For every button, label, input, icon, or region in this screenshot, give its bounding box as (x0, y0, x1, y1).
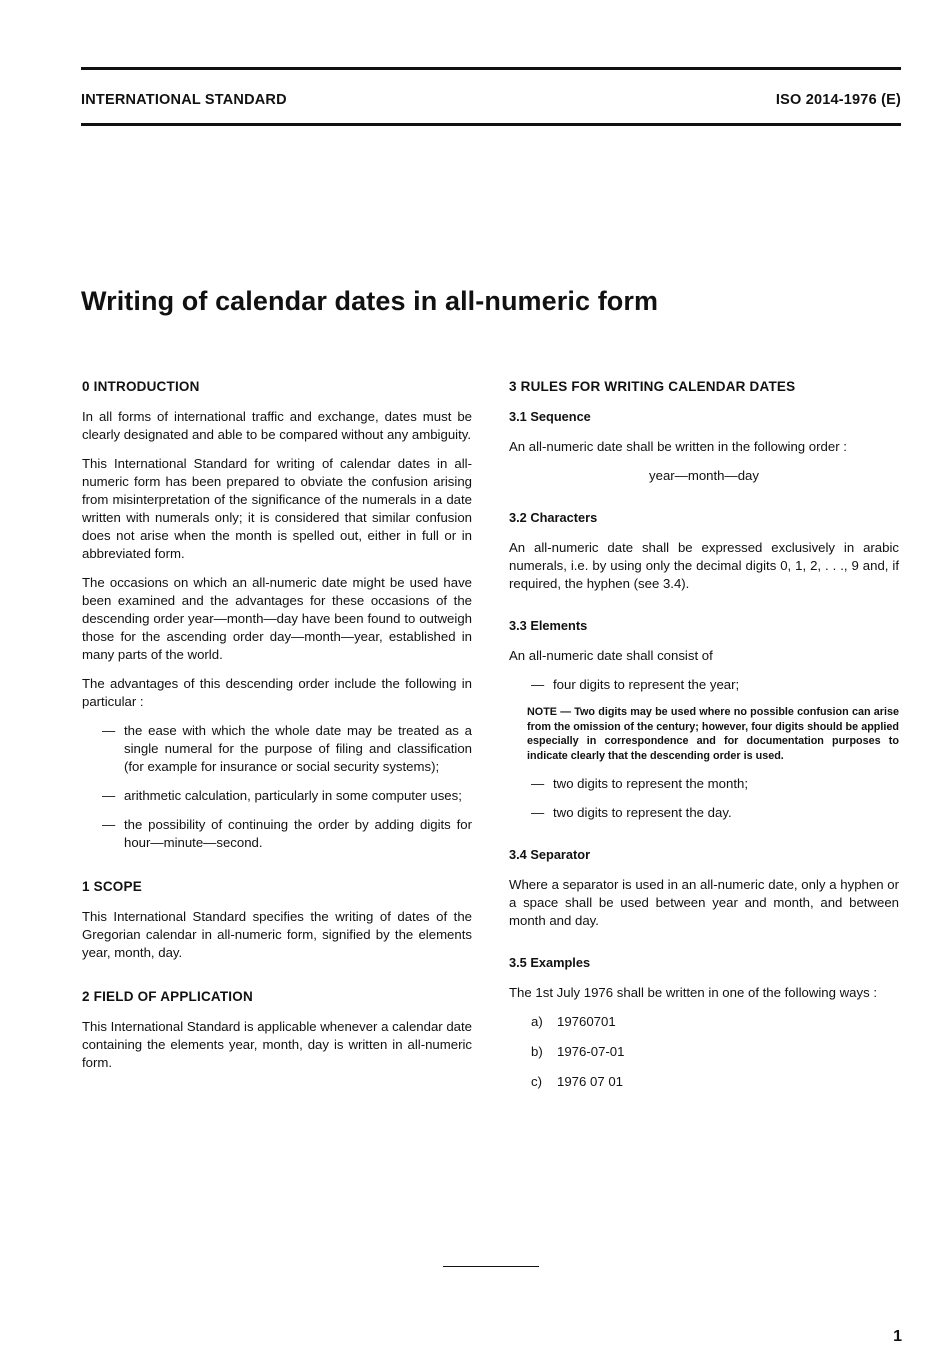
example-value: 19760701 (557, 1014, 616, 1029)
advantage-text: the ease with which the whole date may be treated as a single numeral for the purpose of filing and classification (for example for insurance or social security systems); (124, 723, 472, 774)
example-value: 1976-07-01 (557, 1044, 625, 1059)
example-item (531, 1013, 899, 1031)
dash-bullet: — (102, 817, 116, 832)
advantage-item (102, 816, 472, 852)
advantage-item (102, 722, 472, 776)
element-item-day (531, 804, 899, 822)
footer-rule (443, 1266, 539, 1267)
example-label: b) (531, 1044, 543, 1059)
subsection-heading-characters: 3.2 Characters (509, 510, 598, 525)
dash-bullet: — (102, 788, 116, 803)
section-heading-rules: 3 RULES FOR WRITING CALENDAR DATES (509, 379, 796, 394)
header-document-number: ISO 2014-1976 (E) (775, 92, 901, 108)
left-column (82, 378, 472, 1083)
separator-paragraph: Where a separator is used in an all-numeric date, only a hyphen or a space shall be used between year and month, and between month and day. (509, 877, 899, 928)
element-item-year (531, 676, 899, 694)
section-heading-scope: 1 SCOPE (82, 879, 142, 894)
subsection-heading-separator: 3.4 Separator (509, 847, 591, 862)
header-bottom-rule (81, 123, 901, 126)
intro-paragraph-3: The occasions on which an all-numeric date might be used have been examined and the advantages for these occasions of the descending order year—month—day have been found to outweigh those for the ascending order day—month—year, established in many parts of the world. (82, 575, 472, 662)
example-label: a) (531, 1014, 543, 1029)
subsection-heading-sequence: 3.1 Sequence (509, 409, 591, 424)
examples-paragraph: The 1st July 1976 shall be written in one of the following ways : (509, 985, 877, 1000)
century-note: NOTE — Two digits may be used where no possible confusion can arise from the omission of the century; however, four digits should be applied especially in correspondence and for documentation purposes to indicate clearly that the descending order is used. (527, 706, 899, 762)
element-item-month (531, 775, 899, 793)
dash-bullet: — (531, 677, 545, 692)
document-title: Writing of calendar dates in all-numeric form (81, 286, 659, 316)
subsection-heading-examples: 3.5 Examples (509, 955, 591, 970)
element-text: four digits to represent the year; (553, 677, 740, 692)
example-value: 1976 07 01 (557, 1074, 624, 1089)
field-paragraph: This International Standard is applicable whenever a calendar date containing the elements year, month, day is written in all-numeric form. (82, 1019, 473, 1070)
sequence-order: year—month—day (649, 468, 759, 483)
advantage-text: arithmetic calculation, particularly in some computer uses; (124, 788, 462, 803)
sequence-paragraph: An all-numeric date shall be written in the following order : (509, 439, 847, 454)
header-top-rule (81, 67, 901, 70)
dash-bullet: — (531, 776, 545, 791)
section-heading-field-of-application: 2 FIELD OF APPLICATION (82, 989, 253, 1004)
element-text: two digits to represent the day. (553, 805, 732, 820)
subsection-heading-elements: 3.3 Elements (509, 618, 588, 633)
intro-paragraph-1: In all forms of international traffic and exchange, dates must be clearly designated and able to be compared without any ambiguity. (82, 409, 472, 442)
dash-bullet: — (102, 723, 116, 738)
section-heading-introduction: 0 INTRODUCTION (82, 379, 200, 394)
advantage-text: the possibility of continuing the order by adding digits for hour—minute—second. (124, 817, 472, 850)
example-item (531, 1043, 899, 1061)
scope-paragraph: This International Standard specifies the writing of dates of the Gregorian calendar in all-numeric form, signified by the elements year, month, day. (82, 909, 472, 960)
intro-paragraph-2: This International Standard for writing of calendar dates in all-numeric form has been prepared to obviate the confusion arising from misinterpretation of the significance of the numerals in a date written with numerals only; it is considered that similar confusion does not arise when the month is spelled out, either in full or in abbreviated form. (82, 456, 472, 561)
elements-paragraph: An all-numeric date shall consist of (509, 648, 713, 663)
header-standard-label: INTERNATIONAL STANDARD (81, 92, 287, 108)
example-label: c) (531, 1074, 542, 1089)
element-text: two digits to represent the month; (553, 776, 748, 791)
intro-paragraph-4: The advantages of this descending order include the following in particular : (82, 676, 472, 709)
page-number: 1 (893, 1328, 902, 1345)
characters-paragraph: An all-numeric date shall be expressed exclusively in arabic numerals, i.e. by using only the decimal digits 0, 1, 2, . . ., 9 and, if required, the hyphen (see 3.4). (509, 540, 899, 591)
dash-bullet: — (531, 805, 545, 820)
advantage-item (102, 787, 472, 805)
example-item (531, 1073, 899, 1091)
right-column (509, 378, 899, 1103)
